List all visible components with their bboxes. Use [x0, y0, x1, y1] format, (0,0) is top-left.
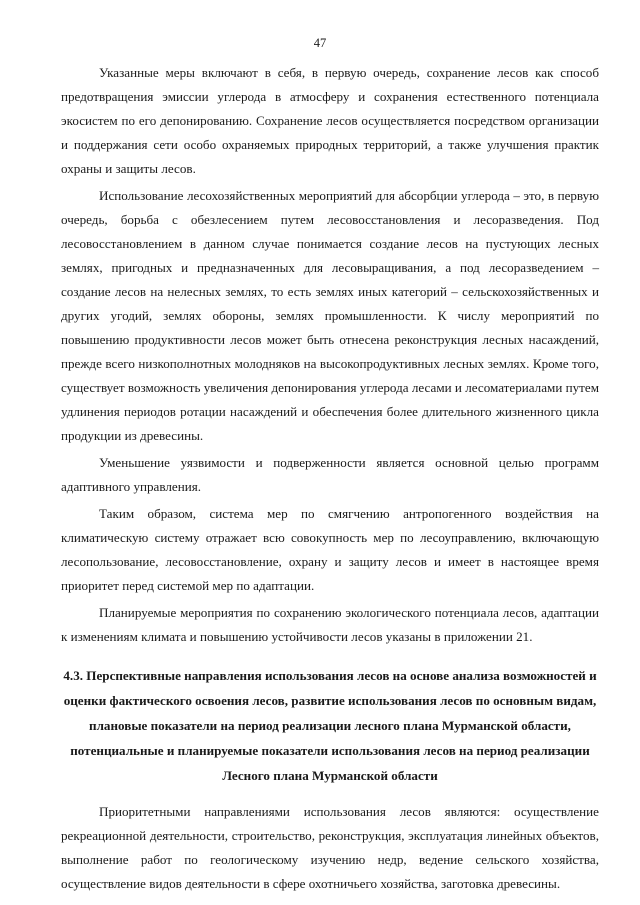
section-heading-line: Лесного плана Мурманской области — [222, 768, 438, 783]
paragraph-conservation: Указанные меры включают в себя, в первую очередь, сохранение лесов как способ предотвращения эмиссии углерода в атмосферу и сохранения естественного потенциала экосистем по его депонированию. Сохранение лесов осуществляется посредством организации и поддержания сети особо охраняемых природных территорий, а также улучшения практик охраны и защиты лесов. — [61, 65, 599, 176]
section-heading-line: потенциальные и планируемые показатели использования лесов на период реализации — [70, 743, 590, 758]
section-heading-line: 4.3. Перспективные направления использования лесов на основе анализа возможностей и — [63, 668, 597, 683]
section-heading-line: оценки фактического освоения лесов, развитие использования лесов по основным видам, — [63, 693, 597, 708]
section-heading — [61, 663, 599, 788]
paragraph-carbon-absorption: Использование лесохозяйственных мероприятий для абсорбции углерода – это, в первую очередь, борьба с обезлесением путем лесовосстановления и лесоразведения. Под лесовосстановлением в данном случае понимается создание лесов на пустующих лесных землях, пригодных и предназначенных для лесовыращивания, а под лесоразведением – создание лесов на нелесных землях, то есть землях иных категорий – сельскохозяйственных и других угодий, землях обороны, землях промышленности. К числу мероприятий по повышению продуктивности лесов может быть отнесена реконструкция лесных насаждений, прежде всего низкополнотных молодняков на высокопродуктивных лесных землях. Кроме того, существует возможность увеличения депонирования углерода лесами и лесоматериалами путем удлинения периодов ротации насаждений и обеспечения более длительного жизненного цикла продукции из древесины. — [61, 188, 599, 443]
page-content — [61, 61, 599, 898]
page-number: 47 — [313, 36, 327, 50]
section-heading-line: плановые показатели на период реализации лесного плана Мурманской области, — [89, 718, 571, 733]
paragraph-planned-measures: Планируемые мероприятия по сохранению экологического потенциала лесов, адаптации к изменениям климата и повышению устойчивости лесов указаны в приложении 21. — [61, 605, 599, 644]
paragraph-mitigation-system: Таким образом, система мер по смягчению антропогенного воздействия на климатическую систему отражает всю совокупность мер по лесоуправлению, включающую лесопользование, лесовосстановление, охрану и защиту лесов и имеет в настоящее время приоритет перед системой мер по адаптации. — [61, 506, 599, 593]
paragraph-priority-directions: Приоритетными направлениями использования лесов являются: осуществление рекреационной деятельности, строительство, реконструкция, эксплуатация линейных объектов, выполнение работ по геологическому изучению недр, ведение сельского хозяйства, осуществление видов деятельности в сфере охотничьего хозяйства, заготовка древесины. — [61, 804, 599, 891]
paragraph-vulnerability: Уменьшение уязвимости и подверженности является основной целью программ адаптивного управления. — [61, 455, 599, 494]
